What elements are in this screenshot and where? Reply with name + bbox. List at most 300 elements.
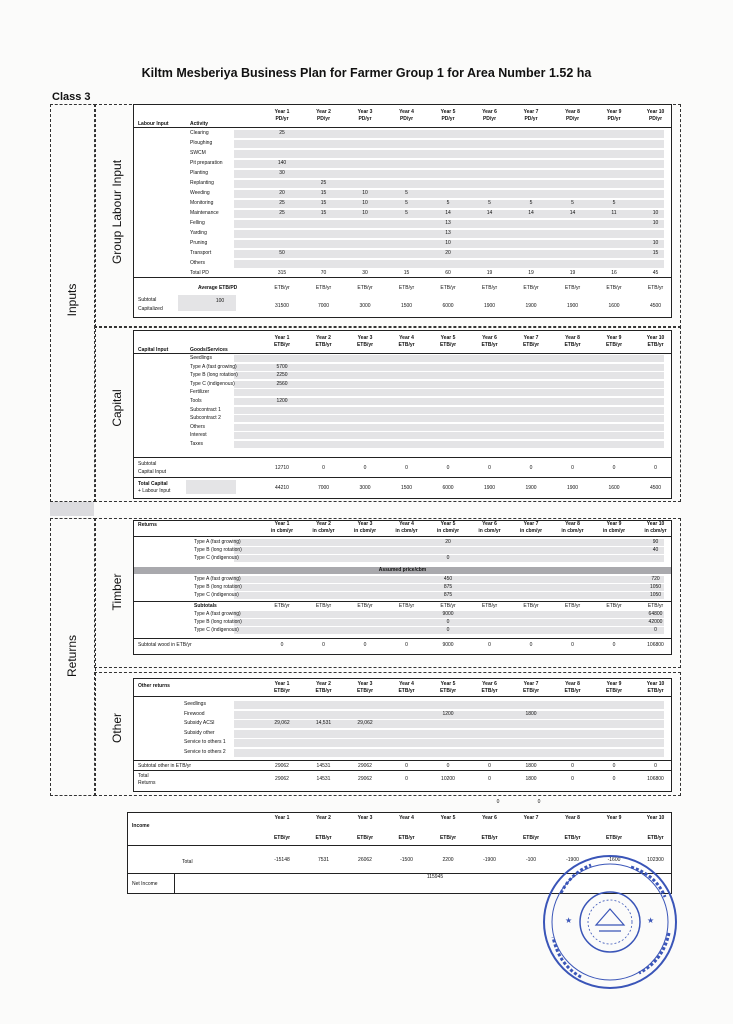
capital-input-label: Capital Input (138, 469, 167, 475)
capital-subtotal-value: 0 (612, 465, 616, 471)
unit-header: PD/yr (316, 116, 331, 122)
timber-price-cell: 720 (651, 576, 660, 582)
subtotal-wood-value: 0 (612, 642, 616, 648)
rule-line (134, 770, 671, 771)
year-header: Year 10 (646, 335, 665, 341)
unit-header: PD/yr (275, 116, 289, 122)
row-shading (234, 260, 664, 268)
labour-cell: 25 (320, 180, 327, 186)
etb-unit-header: ETB/yr (398, 603, 415, 609)
rule-line (172, 873, 173, 874)
unit-header: ETB/yr (522, 835, 540, 841)
activity-label: Transport (190, 250, 212, 256)
unit-header: ETB/yr (647, 688, 664, 694)
timber-subtotal-cell: 9000 (442, 611, 454, 617)
labour-cell: 5 (405, 190, 408, 196)
activity-label: Ploughing (190, 140, 213, 146)
average-etb-label: Average ETB/PD (198, 285, 238, 291)
timber-volume-cell: 40 (652, 547, 659, 553)
row-shading (234, 441, 664, 448)
other-return-label: Service to others 1 (184, 739, 226, 745)
unit-header: ETB/yr (398, 688, 415, 694)
capital-subtotal-value: 12710 (275, 465, 289, 471)
labour-subtotal-value: 31500 (275, 303, 289, 309)
subtotal-type-label: Type B (long rotation) (194, 619, 242, 625)
row-shading (234, 140, 664, 148)
labour-cell: 13 (445, 220, 451, 226)
year-header: Year 5 (440, 681, 456, 687)
year-header: Year 2 (316, 681, 331, 687)
capital-subtotal-value: 0 (405, 465, 408, 471)
subtotal-other-value: 0 (571, 763, 574, 769)
labour-cell: 5 (488, 200, 491, 206)
other-return-cell: 14,531 (315, 720, 332, 726)
timber-price-cell: 1050 (649, 592, 662, 598)
total-returns-value: 0 (571, 776, 574, 782)
subtotal-wood-value: 9000 (442, 642, 454, 648)
rule-line (134, 127, 671, 128)
net-income-label: Net Income (132, 881, 158, 887)
rule-line (134, 638, 671, 639)
other-return-cell: 29,062 (357, 720, 373, 726)
labour-subtotal-value: 6000 (442, 303, 454, 309)
timber-section-label: Timber (110, 573, 124, 611)
income-value: 102300 (647, 857, 664, 863)
timber-subtotal-cell: 0 (446, 627, 450, 633)
labour-table (133, 104, 672, 318)
timber-subtotal-cell: 42000 (648, 619, 663, 625)
subtotal-other-value: 14531 (316, 763, 331, 769)
other-return-label: Service to others 2 (184, 748, 226, 755)
row-shading (234, 701, 664, 709)
labour-subtotal-value: 1900 (525, 303, 537, 309)
separator-shade (50, 502, 94, 516)
row-shading (234, 424, 664, 431)
unit-header: ETB/yr (564, 835, 581, 841)
year-header: Year 8 (565, 335, 580, 341)
capital-section-label: Capital (110, 389, 124, 427)
year-header: Year 10 (646, 681, 665, 687)
year-header: Year 2 (316, 109, 331, 115)
unit-header: ETB/yr (398, 342, 415, 348)
unit-header: PD/yr (607, 116, 621, 122)
labour-subtotal-value: 1600 (608, 303, 620, 309)
returns-label: Returns (65, 634, 79, 678)
labour-cell: 20 (445, 250, 451, 256)
unit-header: PD/yr (482, 116, 497, 122)
capital-subtotal-value: 0 (322, 465, 325, 471)
assumed-price-bar: Assumed price/cbm (134, 567, 671, 574)
etb-unit-header: ETB/yr (606, 603, 622, 609)
etb-unit-header: ETB/yr (564, 285, 581, 291)
goods-label: Tools (190, 398, 202, 404)
goods-label: Fertilizer (190, 389, 210, 396)
year-header: Year 8 (565, 681, 580, 687)
unit-header: PD/yr (441, 116, 455, 122)
total-returns-value: 29062 (358, 776, 372, 782)
etb-unit-header: ETB/yr (647, 285, 664, 291)
capital-cell: 1200 (276, 398, 288, 404)
timber-subtotal-cell: 64800 (648, 611, 663, 617)
year-header: Year 6 (482, 109, 497, 115)
year-header: Year 5 (440, 521, 456, 527)
labour-cell: 19 (486, 270, 493, 276)
row-shading (234, 389, 664, 396)
etb-unit-header: ETB/yr (440, 285, 456, 291)
total-capital-value: 1900 (525, 485, 537, 491)
labour-subtotal-value: 1900 (483, 303, 496, 309)
unit-header: ETB/yr (356, 688, 374, 694)
labour-cell: 10 (362, 200, 368, 206)
labour-subtotal-value: 1900 (566, 303, 579, 309)
subtotal-other-value: 0 (488, 763, 491, 769)
etb-unit-header: ETB/yr (481, 603, 498, 609)
labour-cell: 5 (612, 200, 616, 206)
year-header: Year 4 (399, 109, 414, 115)
rule-line (134, 457, 671, 458)
year-header: Year 6 (482, 521, 497, 527)
year-header: Year 8 (565, 815, 580, 821)
timber-price-cell: 1050 (649, 584, 662, 590)
timber-price-cell: 875 (443, 584, 453, 590)
labour-cell: 10 (652, 240, 659, 246)
unit-header: ETB/yr (439, 835, 457, 841)
total-capital-value: 7000 (317, 485, 330, 491)
total-capital-value: 4500 (649, 485, 662, 491)
labour-cell: 10 (445, 240, 451, 246)
timber-price-cell: 875 (443, 592, 453, 598)
total-returns-value: 0 (488, 776, 491, 782)
labour-cell: 10 (652, 210, 659, 216)
unit-header: ETB/yr (273, 688, 291, 694)
unit-header: ETB/yr (605, 835, 623, 841)
capital-subtotal-value: 0 (488, 465, 491, 471)
capital-subtotal-value: 0 (571, 465, 574, 471)
subtotal-other-value: 0 (446, 763, 450, 769)
timber-price-cell: 450 (443, 576, 453, 582)
year-header: Year 6 (482, 815, 497, 821)
unit-header: in cbm/yr (436, 528, 460, 534)
rule-line (134, 477, 671, 478)
total-label: Total (138, 773, 149, 779)
average-etb-value: 100 (215, 298, 225, 304)
row-shading (234, 150, 664, 158)
other-return-cell: 1800 (525, 710, 537, 717)
activity-label: Yarding (190, 230, 207, 236)
timber-type-label: Type C (indigenous) (194, 555, 239, 561)
etb-unit-header: ETB/yr (274, 285, 290, 291)
capital-cell: 5700 (276, 363, 288, 370)
labour-cell: 5 (529, 200, 533, 206)
unit-header: ETB/yr (481, 835, 498, 841)
activity-label: Pit preparation (190, 160, 223, 166)
timber-volume-cell: 0 (446, 555, 450, 561)
etb-unit-header: ETB/yr (315, 285, 332, 291)
year-header: Year 7 (523, 335, 539, 341)
subtotal-type-label: Type C (indigenous) (194, 627, 239, 633)
labour-cell: 14 (569, 210, 576, 216)
total-returns-value: 106800 (647, 776, 664, 782)
year-header: Year 9 (606, 521, 622, 527)
labour-cell: 10 (362, 190, 368, 196)
unit-header: in cbm/yr (312, 528, 335, 534)
total-capital-value: 1500 (400, 485, 413, 491)
subtotal-other-value: 1800 (525, 763, 537, 769)
other-return-label: Seedlings (184, 701, 206, 707)
year-header: Year 1 (274, 681, 290, 687)
labour-cell: 5 (405, 210, 408, 216)
year-header: Year 4 (399, 681, 414, 687)
subtotal-wood-value: 0 (529, 642, 533, 648)
etb-unit-header: ETB/yr (398, 285, 415, 291)
returns-label: Returns (138, 780, 156, 786)
labour-cell: 14 (486, 210, 493, 216)
etb-unit-header: ETB/yr (440, 603, 456, 609)
goods-label: Type B (long rotation) (190, 372, 238, 379)
other-return-cell: 29,062 (274, 720, 290, 726)
year-header: Year 9 (606, 109, 622, 115)
unit-header: ETB/yr (315, 688, 332, 694)
total-returns-value: 29062 (275, 776, 289, 782)
unit-header: ETB/yr (273, 342, 291, 348)
activity-label: Pruning (190, 240, 208, 246)
unit-header: in cbm/yr (519, 528, 543, 534)
year-header: Year 3 (357, 335, 373, 341)
unit-header: ETB/yr (481, 688, 498, 694)
subtotal-label: Subtotal (138, 461, 157, 467)
unit-header: PD/yr (648, 116, 663, 122)
income-value: 7531 (317, 857, 330, 863)
goods-label: Type A (fast growing) (190, 363, 237, 370)
row-shading (234, 355, 664, 362)
unit-header: ETB/yr (522, 688, 540, 694)
unit-header: in cbm/yr (270, 528, 294, 534)
total-capital-value: 44210 (275, 485, 289, 491)
income-total-label: Total (182, 859, 193, 865)
labour-cell: 30 (362, 270, 368, 276)
timber-volume-cell: 20 (445, 539, 451, 545)
unit-header: in cbm/yr (602, 528, 626, 534)
cell-divider (174, 874, 175, 893)
subtotals-label: Subtotals (194, 603, 217, 609)
price-type-label: Type B (long rotation) (194, 584, 242, 590)
activity-label: Clearing (190, 130, 209, 136)
labour-cell: 10 (652, 220, 659, 226)
row-shading (234, 180, 664, 188)
rule-line (134, 760, 671, 761)
etb-unit-header: ETB/yr (606, 285, 622, 291)
goods-label: Taxes (190, 441, 204, 447)
labour-cell: 19 (569, 270, 576, 276)
official-seal-stamp (541, 853, 679, 991)
unit-header: in cbm/yr (478, 528, 501, 534)
subtotal-wood-value: 106800 (647, 642, 664, 648)
extra-value: 0 (537, 799, 541, 805)
unit-header: in cbm/yr (353, 528, 377, 534)
unit-header: PD/yr (524, 116, 538, 122)
inputs-label: Inputs (65, 283, 79, 317)
etb-unit-header: ETB/yr (523, 285, 539, 291)
unit-header: in cbm/yr (644, 528, 667, 534)
year-header: Year 7 (523, 681, 539, 687)
unit-header: PD/yr (399, 116, 414, 122)
labour-cell: 15 (320, 210, 327, 216)
subtotal-other-value: 0 (405, 763, 408, 769)
labour-subtotal-value: 1500 (400, 303, 413, 309)
total-capital-value: 3000 (359, 485, 371, 491)
timber-table (133, 520, 672, 655)
unit-header: ETB/yr (605, 342, 623, 348)
subtotal-wood-value: 0 (571, 642, 574, 648)
subtotal-other-value: 29062 (358, 763, 372, 769)
unit-header: ETB/yr (522, 342, 540, 348)
goods-services-header: Goods/Services (190, 347, 228, 353)
etb-unit-header: ETB/yr (647, 603, 664, 609)
year-header: Year 6 (482, 335, 497, 341)
unit-header: ETB/yr (605, 688, 623, 694)
unit-header: ETB/yr (647, 835, 664, 841)
price-type-label: Type C (indigenous) (194, 592, 239, 598)
year-header: Year 1 (274, 815, 290, 821)
rule-line (134, 277, 671, 278)
year-header: Year 9 (606, 335, 622, 341)
rule-line (134, 601, 671, 602)
etb-unit-header: ETB/yr (315, 603, 332, 609)
subtotal-type-label: Type A (fast growing) (194, 611, 241, 617)
activity-label: Planting (190, 170, 209, 176)
capital-subtotal-value: 0 (654, 465, 657, 471)
capital-subtotal-value: 0 (446, 465, 450, 471)
year-header: Year 2 (316, 521, 331, 527)
income-value: -1500 (400, 857, 413, 863)
other-return-label: Subsidy other (184, 729, 215, 736)
other-section-label: Other (110, 712, 124, 744)
year-header: Year 9 (606, 815, 622, 821)
timber-type-label: Type B (long rotation) (194, 547, 242, 553)
activity-label: Total PD (190, 270, 209, 276)
year-header: Year 7 (523, 815, 539, 821)
year-header: Year 5 (440, 335, 456, 341)
year-header: Year 5 (440, 815, 456, 821)
row-shading (186, 480, 236, 494)
capital-table (133, 330, 672, 499)
labour-cell: 19 (528, 270, 534, 276)
row-shading (234, 547, 664, 554)
activity-label: Weeding (190, 190, 210, 196)
etb-unit-header: ETB/yr (523, 603, 539, 609)
labour-subtotal-value: 3000 (359, 303, 371, 309)
labour-cell: 5 (446, 200, 450, 206)
year-header: Year 3 (357, 681, 373, 687)
subtotal-label: Subtotal (138, 297, 157, 303)
other-returns-corner: Other returns (138, 683, 170, 689)
labour-cell: 14 (445, 210, 451, 216)
labour-cell: 25 (279, 130, 285, 136)
row-shading (234, 432, 664, 439)
class-label: Class 3 (52, 91, 91, 103)
labour-cell: 10 (362, 210, 368, 216)
labour-cell: 5 (405, 200, 408, 206)
labour-input-corner: Labour Input (138, 121, 169, 127)
labour-cell: 315 (277, 270, 287, 276)
activity-label: SWCM (190, 150, 206, 156)
other-returns-table (133, 678, 672, 792)
etb-unit-header: ETB/yr (357, 603, 373, 609)
income-value: 26062 (358, 857, 372, 863)
year-header: Year 7 (523, 109, 539, 115)
total-returns-value: 1800 (525, 776, 537, 782)
other-return-label: Subsidy ACSI (184, 720, 215, 726)
etb-unit-header: ETB/yr (481, 285, 498, 291)
etb-unit-header: ETB/yr (357, 285, 373, 291)
labour-cell: 60 (445, 270, 451, 276)
labour-cell: 25 (279, 200, 285, 206)
year-header: Year 4 (399, 521, 414, 527)
total-returns-value: 0 (612, 776, 616, 782)
income-value: -1900 (483, 857, 496, 863)
year-header: Year 3 (357, 815, 373, 821)
year-header: Year 9 (606, 681, 622, 687)
labour-cell: 13 (445, 230, 451, 236)
total-returns-value: 0 (405, 776, 408, 782)
income-value: -1900 (566, 857, 579, 863)
income-corner: Income (132, 823, 150, 829)
unit-header: in cbm/yr (561, 528, 584, 534)
subtotal-wood-label: Subtotal wood in ETB/yr (138, 642, 192, 648)
svg-text:★: ★ (565, 916, 573, 925)
year-header: Year 10 (646, 815, 665, 821)
rule-line (134, 536, 671, 537)
unit-header: ETB/yr (481, 342, 498, 348)
activity-label: Maintenance (190, 210, 219, 216)
activity-label: Replanting (190, 180, 214, 186)
year-header: Year 5 (440, 109, 456, 115)
row-shading (234, 407, 664, 414)
total-capital-value: 1900 (566, 485, 579, 491)
goods-label: Seedlings (190, 355, 212, 361)
year-header: Year 4 (399, 815, 414, 821)
row-shading (234, 730, 664, 738)
returns-corner: Returns (138, 522, 157, 528)
unit-header: PD/yr (358, 116, 372, 122)
year-header: Year 8 (565, 109, 580, 115)
income-value: -1600 (607, 857, 621, 863)
other-return-cell: 1200 (442, 710, 454, 717)
year-header: Year 2 (316, 815, 331, 821)
labour-cell: 20 (279, 190, 285, 196)
other-return-label: Firewood (184, 710, 205, 717)
unit-header: ETB/yr (315, 835, 332, 841)
labour-subtotal-value: 7000 (317, 303, 330, 309)
labour-cell: 45 (652, 270, 659, 276)
row-shading (234, 739, 664, 747)
extra-value: 0 (496, 799, 500, 805)
year-header: Year 3 (357, 109, 373, 115)
unit-header: ETB/yr (356, 342, 374, 348)
capital-cell: 2250 (276, 372, 288, 379)
total-capital-value: 6000 (442, 485, 454, 491)
subtotal-other-label: Subtotal other in ETB/yr (138, 763, 192, 769)
net-income-value: 115945 (426, 874, 444, 880)
unit-header: ETB/yr (647, 342, 664, 348)
activity-label: Monitoring (190, 200, 214, 206)
page-title: Kiltm Mesberiya Business Plan for Farmer Group 1 for Area Number 1.52 ha (141, 66, 592, 80)
labour-cell: 14 (528, 210, 534, 216)
timber-subtotal-cell: 0 (446, 619, 450, 625)
activity-header: Activity (190, 121, 209, 127)
subtotal-wood-value: 0 (405, 642, 408, 648)
price-type-label: Type A (fast growing) (194, 576, 241, 582)
